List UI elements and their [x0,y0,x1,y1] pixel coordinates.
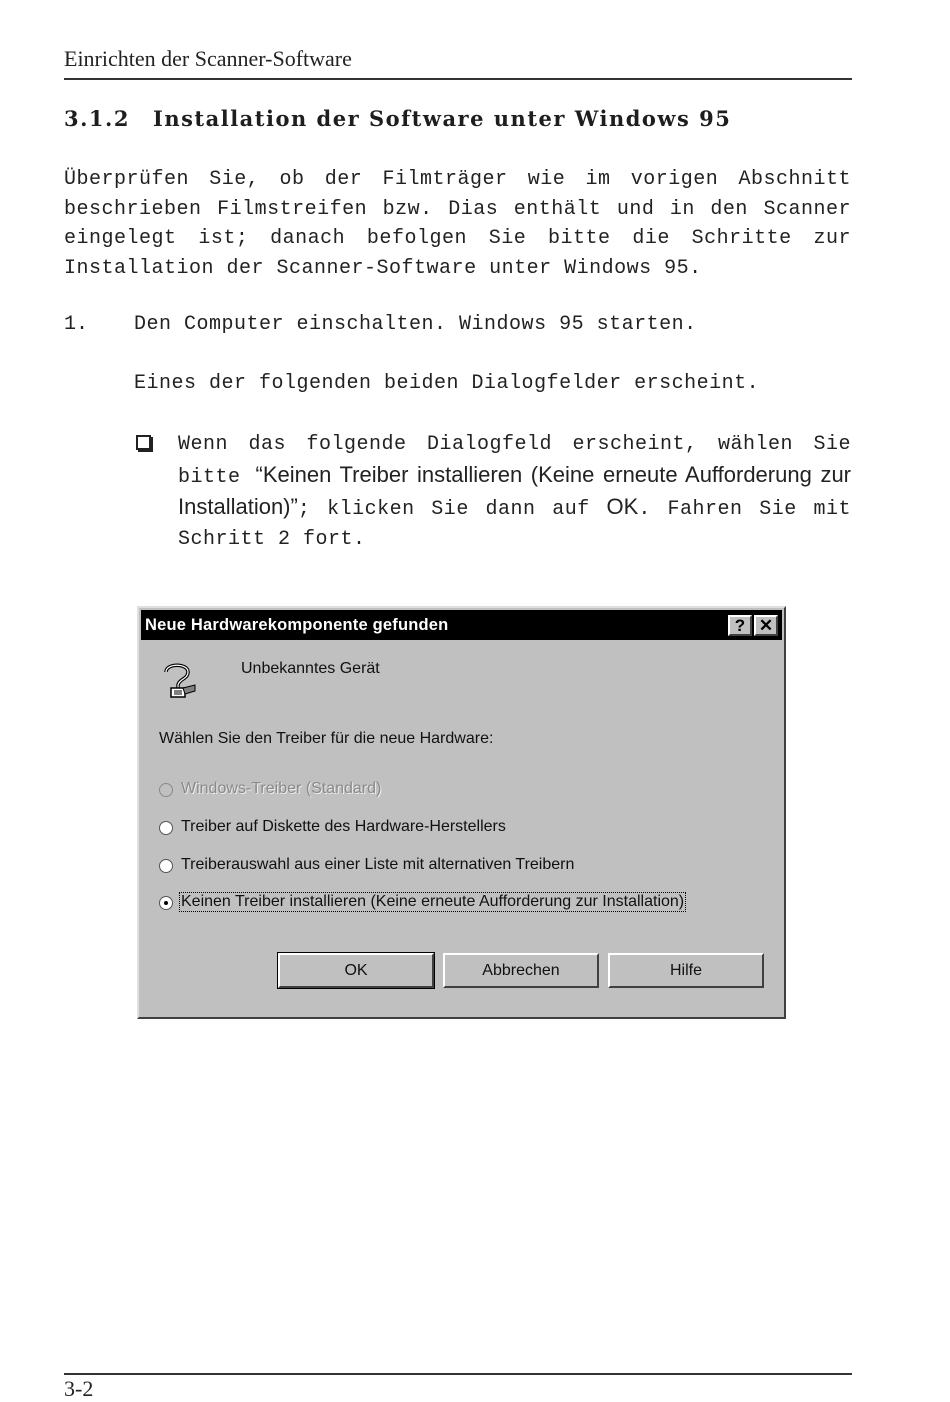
step-number: 1. [64,313,89,336]
dialog-title: Neue Hardwarekomponente gefunden [145,616,449,634]
dialog-titlebar[interactable] [141,610,782,640]
radio-dot [164,901,168,905]
radio-button[interactable] [159,821,173,835]
section-heading [64,106,731,131]
radio-button-selected[interactable] [159,896,173,910]
page-number: 3-2 [64,1376,94,1401]
device-name: Unbekanntes Gerät [241,660,380,677]
radio-label: Keinen Treiber installieren (Keine erneute Aufforderung zur Installation) [181,893,685,910]
driver-prompt: Wählen Sie den Treiber für die neue Hardware: [159,730,494,747]
section-title: Installation der Software unter Windows 95 [153,106,732,131]
radio-label: Windows-Treiber (Standard) [181,780,382,797]
bullet-ok: OK [606,494,639,519]
bullet-pre: Wenn das folgende Dialogfeld erscheint, wählen Sie bitte [178,433,851,489]
close-title-button[interactable]: ✕ [754,615,778,636]
radio-label: Treiber auf Diskette des Hardware-Herstellers [181,818,506,835]
radio-label: Treiberauswahl aus einer Liste mit alternativen Treibern [181,856,575,873]
help-button[interactable]: Hilfe [608,953,764,988]
unknown-device-icon [157,658,197,702]
header-rule [64,78,852,80]
checkbox-bullet-icon [136,435,151,450]
bullet-paragraph [178,430,851,554]
footer-rule [64,1373,852,1375]
ok-button[interactable]: OK [278,953,434,988]
radio-button [159,783,173,797]
bullet-option-quote: “Keinen Treiber installieren (Keine erneute Aufforderung zur Installation)” [178,461,851,519]
step-text: Den Computer einschalten. Windows 95 starten. [134,313,697,336]
section-number: 3.1.2 [64,106,130,131]
intro-paragraph: Überprüfen Sie, ob der Filmträger wie im vorigen Abschnitt beschrieben Filmstreifen bzw. Dias enthält und in den Scanner eingelegt ist; danach befolgen Sie bitte die Schritte zur Installation der Scanner-Software unter Windows 95. [64,168,851,280]
new-hardware-dialog [137,606,786,1019]
help-title-button[interactable]: ? [728,615,752,636]
bullet-mid: ; klicken Sie dann auf [297,498,607,521]
cancel-button[interactable]: Abbrechen [443,953,599,988]
running-header: Einrichten der Scanner-Software [64,46,352,71]
bullet-post: . Fahren Sie mit Schritt 2 fort. [178,498,852,551]
step-subtext: Eines der folgenden beiden Dialogfelder erscheint. [134,372,760,395]
radio-button[interactable] [159,859,173,873]
